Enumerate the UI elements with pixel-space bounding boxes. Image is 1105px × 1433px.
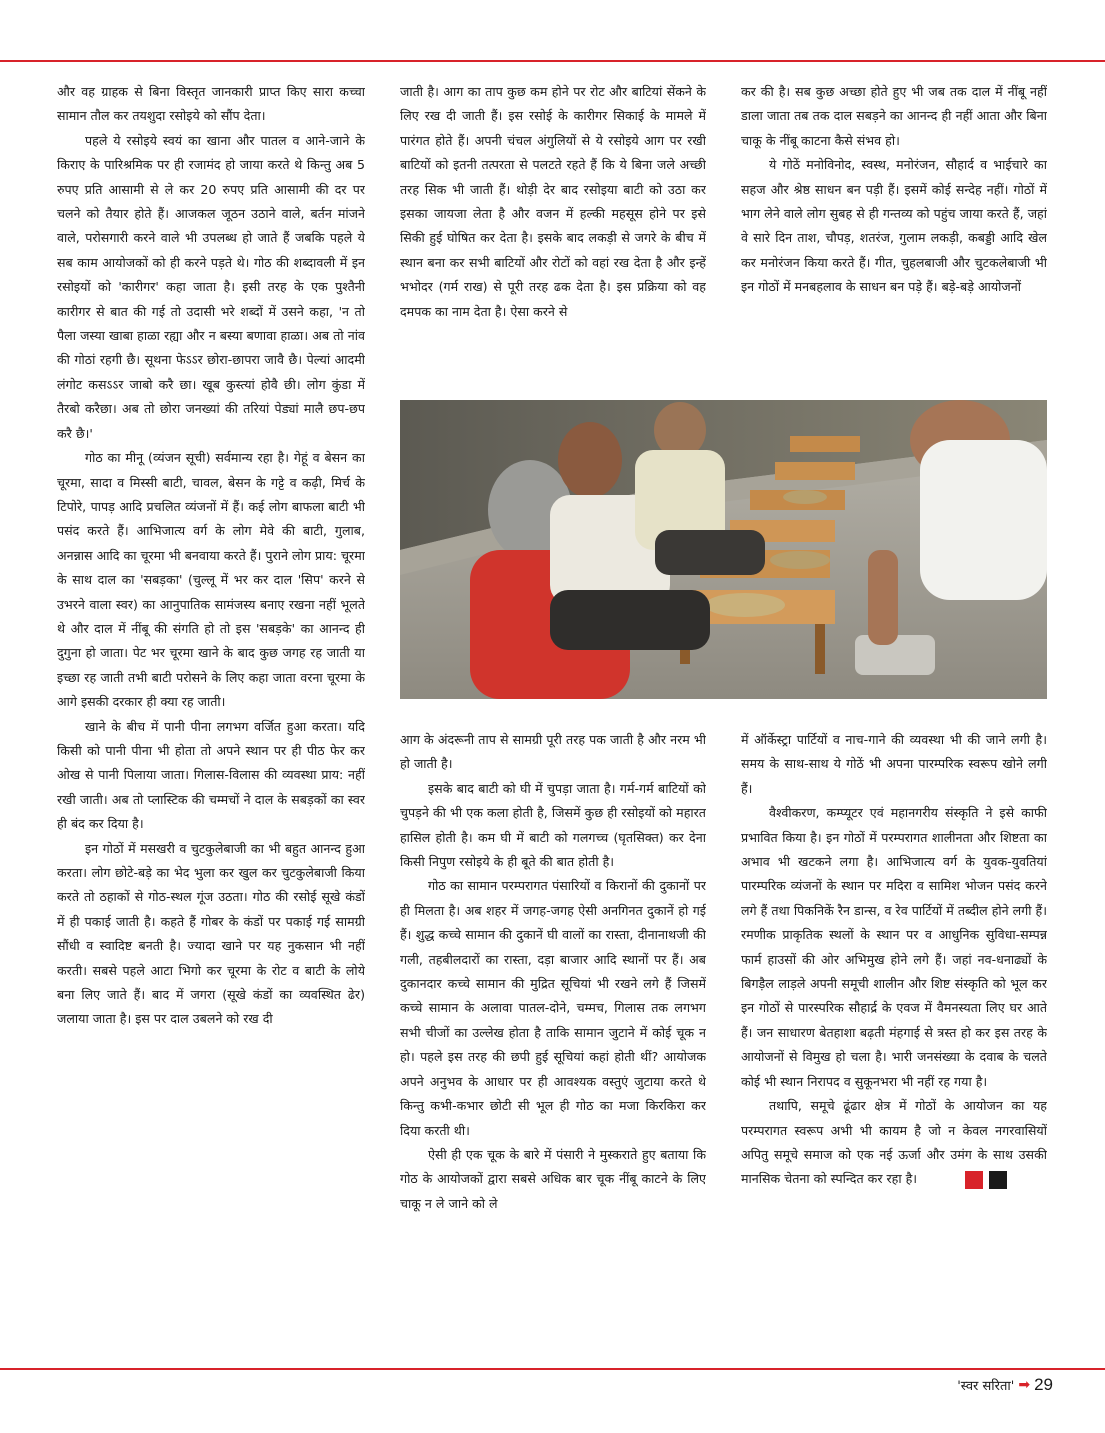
- paragraph: गोठ का सामान परम्परागत पंसारियों व किरानों की दुकानों पर ही मिलता है। अब शहर में जगह-जगह ऐसी अनगिनत दुकानें हो गई हैं। शुद्ध कच्चे सामान की दुकानें घी वालों का रास्ता, दीनानाथजी की गली, तहबीलदारों का रास्ता, दड़ा बाजार आदि स्थानों पर हैं। अब दुकानदार कच्चे सामान की मुद्रित सूचियां भी रखने लगे हैं जिसमें कच्चे सामान के अलावा पातल-दोने, चम्मच, गिलास तक लगभग सभी चीजों का उल्लेख होता है ताकि सामान जुटाने में कोई चूक न हो। पहले इस तरह की छपी हुई सूचियां कहां होती थीं? आयोजक अपने अनुभव के आधार पर ही आवश्यक वस्तुएं जुटाया करते थे किन्तु कभी-कभार छोटी सी भूल ही गोठ का मजा किरकिरा कर दिया करती थी।: [400, 878, 706, 1138]
- paragraph: जाती है। आग का ताप कुछ कम होने पर रोट और बाटियां सेंकने के लिए रख दी जाती हैं। इस रसोई के कारीगर सिकाई के मामले में पारंगत होते हैं। अपनी चंचल अंगुलियों से ये रसोइये आग पर रखी बाटियों को इतनी तत्परता से पलटते रहते हैं कि ये बिना जले अच्छी तरह सिक भी जाती हैं। थोड़ी देर बाद रसोइया बाटी को उठा कर इसका जायजा लेता है और वजन में हल्की महसूस होने पर इसे सिकी हुई घोषित कर देता है। इसके बाद लकड़ी से जगरे के बीच में स्थान बना कर सभी बाटियों और रोटों को वहां रख देता है और इन्हें भभोदर (गर्म राख) से पूरी तरह ढक देता है। इस प्रक्रिया को वह दमपक का नाम देता है। ऐसा करने से: [400, 84, 706, 319]
- paragraph: इन गोठों में मसखरी व चुटकुलेबाजी का भी बहुत आनन्द हुआ करता। लोग छोटे-बड़े का भेद भुला कर खुल कर चुटकुलेबाजी किया करते तो ठहाकों से गोठ-स्थल गूंज उठता। गोठ की रसोई सूखे कंडों में ही पकाई जाती है। कहते हैं गोबर के कंडों पर पकाई गई सामग्री सौंधी व स्वादिष्ट बनती है। ज्यादा खाने पर यह नुकसान भी नहीं करती। सबसे पहले आटा भिगो कर चूरमा के रोट व बाटी के लोये बना लिए जाते हैं। बाद में जगरा (सूखे कंडों का व्यवस्थित ढेर) जलाया जाता है। इस पर दाल उबलने को रख दी: [57, 840, 365, 1027]
- paragraph: [741, 1094, 1047, 1192]
- column-2-top: [400, 80, 706, 395]
- paragraph: इसके बाद बाटी को घी में चुपड़ा जाता है। गर्म-गर्म बाटियों को चुपड़ने की भी एक कला होती है, जिसमें कुछ ही रसोइयों को महारत हासिल होती है। कम घी में बाटी को गलगच्च (घृतसिक्त) कर देना किसी निपुण रसोइये के ही बूते की बात होती है।: [400, 780, 706, 870]
- feast-photo-illustration: [400, 400, 1047, 699]
- paragraph: ऐसी ही एक चूक के बारे में पंसारी ने मुस्कराते हुए बताया कि गोठ के आयोजकों द्वारा सबसे अधिक बार चूक नींबू काटने के लिए चाकू न ले जाने को ले: [400, 1146, 706, 1211]
- end-square-red: [965, 1171, 983, 1189]
- paragraph: ये गोठें मनोविनोद, स्वस्थ, मनोरंजन, सौहार्द व भाईचारे का सहज और श्रेष्ठ साधन बन पड़ी हैं। इसमें कोई सन्देह नहीं। गोठों में भाग लेने वाले लोग सुबह से ही गन्तव्य को पहुंच जाया करते हैं, जहां वे सारे दिन ताश, चौपड़, शतरंज, गुलाम लकड़ी, कबड्डी आदि खेल कर मनोरंजन किया करते हैं। गीत, चुहलबाजी और चुटकलेबाजी भी इन गोठों में मनबहलाव के साधन बन पड़े हैं। बड़े-बड़े आयोजनों: [741, 157, 1047, 295]
- column-1: [57, 80, 365, 1362]
- column-2-bottom: [400, 728, 706, 1362]
- paragraph: खाने के बीच में पानी पीना लगभग वर्जित हुआ करता। यदि किसी को पानी पीना भी होता तो अपने स्थान पर ही पीठ फेर कर ओख से पानी पिलाया जाता। गिलास-विलास की व्यवस्था प्राय: नहीं रखी जाती। अब तो प्लास्टिक की चम्मचों ने दाल के सबड़कों का स्वर ही बंद कर दिया है।: [57, 718, 365, 832]
- page-footer: [957, 1375, 1053, 1395]
- end-mark: [937, 1168, 1013, 1192]
- paragraph: पहले ये रसोइये स्वयं का खाना और पातल व आने-जाने के किराए के पारिश्रमिक पर ही रजामंद हो जाया करते थे किन्तु अब 5 रुपए प्रति आसामी से ले कर 20 रुपए प्रति आसामी की दर पर चलने को तैयार होते हैं। आजकल जूठन उठाने वाले, बर्तन मांजने वाले, परोसगारी करने वाले भी उपलब्ध हो जाते हैं जबकि पहले ये सब काम आयोजकों को ही करने पड़ते थे। गोठ की शब्दावली में इन रसोइयों को 'कारीगर' कहा जाता है। इसी तरह के एक पुश्तैनी कारीगर से बात की गई तो उदासी भरे शब्दों में उसने कहा, 'न तो पैला जस्या खाबा हाळा रह्या और न बस्या बणावा हाळा। अब तो नांव की गोठां रहगी छै। सूथना फेऽऽर छोरा-छापरा जावै छै। पेल्यां आदमी लंगोट कसऽऽर जाबो करै छा। खूब कुस्त्यां होवै छी। लोग कुंडा में तैरबो करैछा। अब तो छोरा जनख्यां की तरियां पेड्यां मालै छप-छप करै छै।': [57, 132, 365, 441]
- final-paragraph-text: तथापि, समूचे ढूंढार क्षेत्र में गोठों के आयोजन का यह परम्परागत स्वरूप अभी भी कायम है जो न केवल नगरवासियों अपितु समूचे समाज को एक नई ऊर्जा और उमंग के साथ उसकी मानसिक चेतना को स्पन्दित कर रहा है।: [741, 1098, 1047, 1187]
- column-3-top: [741, 80, 1047, 395]
- page-number: 29: [1034, 1375, 1053, 1394]
- magazine-name: 'स्वर सरिता': [957, 1379, 1015, 1394]
- arrow-icon: ➡: [1018, 1377, 1031, 1393]
- paragraph: गोठ का मीनू (व्यंजन सूची) सर्वमान्य रहा है। गेहूं व बेसन का चूरमा, सादा व मिस्सी बाटी, चावल, बेसन के गट्टे व कढ़ी, मिर्च के टिपोरे, पापड़ आदि प्रचलित व्यंजनों में हैं। कई लोग बाफला बाटी भी पसंद करते हैं। आभिजात्य वर्ग के लोग मेवे की बाटी, गुलाब, अनन्नास आदि का चूरमा भी बनवाया करते हैं। पुराने लोग प्राय: चूरमा के साथ दाल का 'सबड़का' (चुल्लू में भर कर दाल 'सिप' करने से उभरने वाला स्वर) का आनुपातिक सामंजस्य बनाए रखना नहीं भूलते थे और दाल में नींबू की संगति हो तो इस 'सबड़के' का आनन्द ही दुगुना हो जाता। पेट भर चूरमा खाने के बाद कुछ जगह रह जाती या इच्छा रह जाती तभी बाटी परोसने के लिए कहा जाता वरना चूरमा के आगे इसकी दरकार ही क्या रह जाती।: [57, 450, 365, 710]
- end-square-black: [989, 1171, 1007, 1189]
- paragraph: कर की है। सब कुछ अच्छा होते हुए भी जब तक दाल में नींबू नहीं डाला जाता तब तक दाल सबड़ने का आनन्द ही नहीं आता और बिना चाकू के नींबू काटना कैसे संभव हो।: [741, 84, 1047, 148]
- paragraph: में ऑर्केस्ट्रा पार्टियों व नाच-गाने की व्यवस्था भी की जाने लगी है। समय के साथ-साथ ये गोठें भी अपना पारम्परिक स्वरूप खोने लगी हैं।: [741, 732, 1047, 796]
- column-3-bottom: [741, 728, 1047, 1362]
- paragraph: आग के अंदरूनी ताप से सामग्री पूरी तरह पक जाती है और नरम भी हो जाती है।: [400, 732, 706, 772]
- paragraph: और वह ग्राहक से बिना विस्तृत जानकारी प्राप्त किए सारा कच्चा सामान तौल कर तयशुदा रसोइये को सौंप देता।: [57, 84, 365, 124]
- paragraph: वैश्वीकरण, कम्प्यूटर एवं महानगरीय संस्कृति ने इसे काफी प्रभावित किया है। इन गोठों में परम्परागत शालीनता और शिष्टता का अभाव भी खटकने लगा है। आभिजात्य वर्ग के युवक-युवतियां पारम्परिक व्यंजनों के स्थान पर मदिरा व सामिश भोजन पसंद करने लगे हैं तथा पिकनिकें रैन डान्स, व रेव पार्टियों में तब्दील होने लगी हैं। रमणीक प्राकृतिक स्थलों के स्थान पर व आधुनिक सुविधा-सम्पन्न फार्म हाउसों की ओर अभिमुख होने लगे हैं। जहां नव-धनाढ्यों के बिगड़ैल लाड़ले अपनी समूची शालीन और शिष्ट संस्कृति को भूल कर इन गोठों से पारस्परिक सौहार्द्र के एवज में वैमनस्यता लिए घर आते हैं। जन साधारण बेतहाशा बढ़ती मंहगाई से त्रस्त हो कर इस तरह के आयोजनों से विमुख हो चला है। भारी जनसंख्या के दवाब के चलते कोई भी स्थान निरापद व सुकूनभरा भी नहीं रह गया है।: [741, 805, 1047, 1089]
- bottom-red-rule: [0, 1368, 1105, 1370]
- top-red-rule: [0, 60, 1105, 62]
- feast-photo: [400, 400, 1047, 699]
